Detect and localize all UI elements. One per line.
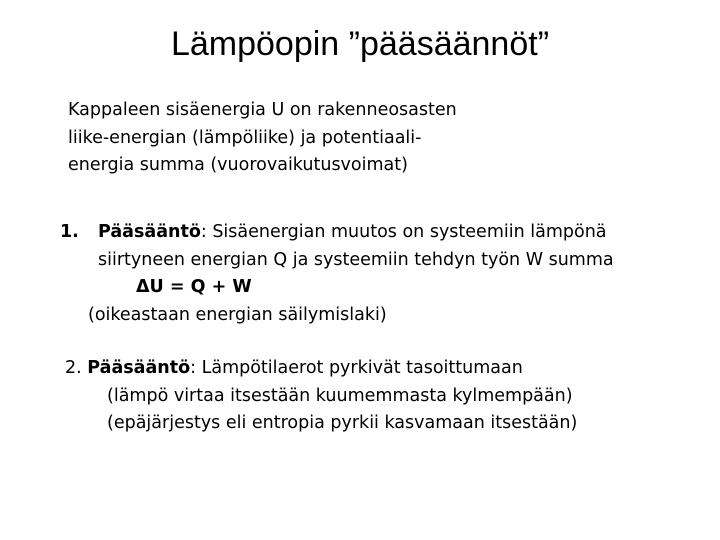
second-law-heading-line <box>65 355 577 383</box>
second-law-line-3: (epäjärjestys eli entropia pyrkii kasvamaan itsestään) <box>107 413 578 433</box>
intro-line-2: liike-energian (lämpöliike) ja potentiaali- <box>68 127 422 148</box>
first-law-equation: ΔU = Q + W <box>136 277 252 297</box>
intro-paragraph <box>68 97 457 180</box>
second-law-text: : Lämpötilaerot pyrkivät tasoittumaan <box>190 358 523 378</box>
first-law-continuation: siirtyneen energian Q ja systeemiin tehdyn työn W summa <box>98 249 614 270</box>
intro-line-3: energia summa (vuorovaikutusvoimat) <box>68 155 408 175</box>
second-law-name: Pääsääntö <box>87 358 191 378</box>
first-law-note: (oikeastaan energian säilymislaki) <box>88 304 387 325</box>
second-law-block <box>65 355 577 438</box>
first-law-number: 1. <box>60 222 79 242</box>
intro-line-1: Kappaleen sisäenergia U on rakenneosasten <box>68 100 457 120</box>
first-law-text: : Sisäenergian muutos on systeemiin lämpönä <box>200 222 607 242</box>
slide-title: Lämpöopin ”pääsäännöt” <box>170 25 550 63</box>
first-law-heading-line <box>60 219 614 247</box>
first-law-name: Pääsääntö <box>98 222 201 242</box>
second-law-line-2: (lämpö virtaa itsestään kuumemmasta kylmempään) <box>107 385 573 406</box>
second-law-number: 2. <box>65 358 82 378</box>
first-law-block <box>60 219 614 329</box>
